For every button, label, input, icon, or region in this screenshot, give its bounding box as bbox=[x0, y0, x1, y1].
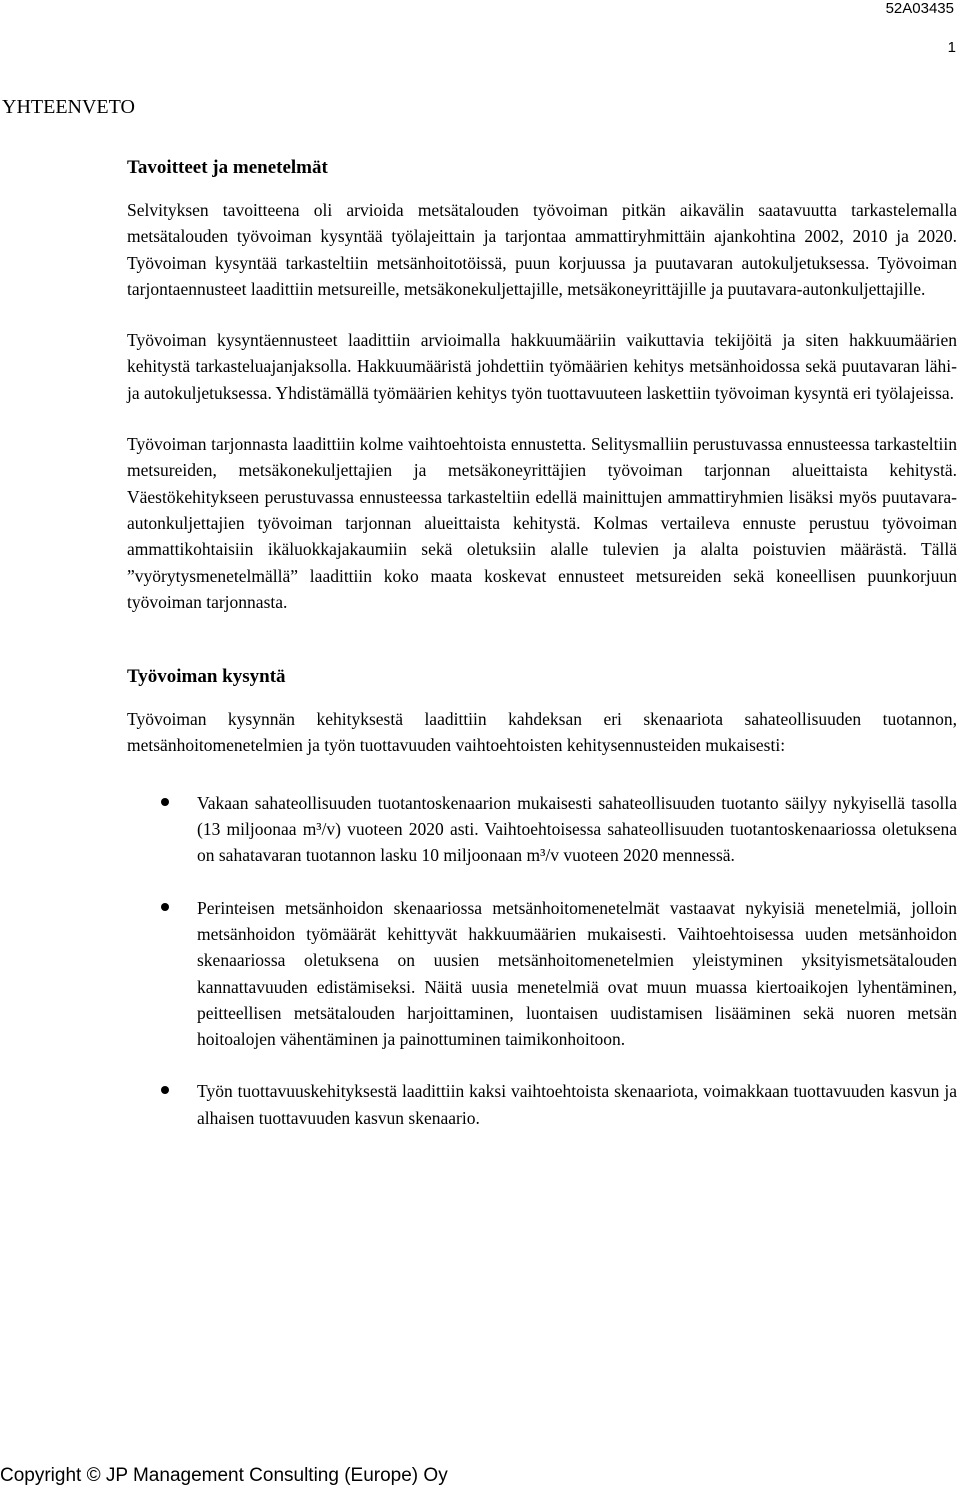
page-number: 1 bbox=[947, 39, 956, 56]
document-id: 52A03435 bbox=[885, 0, 954, 17]
paragraph: Työvoiman tarjonnasta laadittiin kolme vaihtoehtoista ennustetta. Selitysmalliin perustuvassa ennusteessa tarkasteltiin metsureiden, metsäkonekuljettajien ja metsäkoneyrittäjien työvoiman tarjonnan alueittaista kehitystä. Väestökehitykseen perustuvassa ennusteessa tarkasteltiin edellä mainittujen ammattiryhmien lisäksi myös puutavara-autonkuljettajien työvoiman tarjonnan alueittaista kehitystä. Kolmas vertaileva ennuste perustuu työvoiman ammattikohtaisiin ikäluokkajakaumiin sekä oletuksiin alalle tulevien ja alalta poistuvien määrästä. Tällä ”vyörytysmenetelmällä” laadittiin koko maata koskevat ennusteet metsureiden sekä koneellisen puunkorjuun työvoiman tarjonnasta. bbox=[127, 434, 957, 612]
list-item-text: Työn tuottavuuskehityksestä laadittiin kaksi vaihtoehtoista skenaariota, voimakkaan tuottavuuden kasvun ja alhaisen tuottavuuden kasvun skenaario. bbox=[197, 1081, 957, 1128]
bullet-icon bbox=[161, 903, 169, 911]
section-heading-demand: Työvoiman kysyntä bbox=[127, 666, 286, 688]
section-heading-goals: Tavoitteet ja menetelmät bbox=[127, 157, 328, 178]
bullet-icon bbox=[161, 798, 169, 806]
document-body bbox=[127, 155, 957, 1131]
paragraph: Selvityksen tavoitteena oli arvioida metsätalouden työvoiman pitkän aikavälin saatavuutta tarkastelemalla metsätalouden työvoiman kysyntää työlajeittain ja tarjontaa ammattiryhmittäin ajankohtina 2002, 2010 ja 2020. Työvoiman kysyntää tarkasteltiin metsänhoitotöissä, puun korjuussa ja puutavaran autokuljetuksessa. Työvoiman tarjontaennusteet laadittiin metsureille, metsäkonekuljettajille, metsäkoneyrittäjille ja puutavara-autonkuljettajille. bbox=[127, 200, 957, 299]
list-item bbox=[127, 790, 957, 869]
page-title: YHTEENVETO bbox=[2, 96, 135, 118]
list-item-text: Perinteisen metsänhoidon skenaariossa metsänhoitomenetelmät vastaavat nykyisiä menetelmiä, jolloin metsänhoidon työmäärät kehittyvät hakkuumäärien mukaisesti. Vaihtoehtoisessa uuden metsänhoidon skenaariossa oletuksena on uusien metsänhoitomenetelmien yleistyminen yksityismetsätalouden kannattavuuden edistämiseksi. Näitä uusia menetelmiä ovat muun muassa kiertoaikojen lyhentäminen, peitteellisen metsätalouden harjoittaminen, luontaisen uudistamisen lisääminen sekä nuoren metsän hoitoalojen vähentäminen ja painottuminen taimikonhoitoon. bbox=[197, 897, 957, 1050]
list-item bbox=[127, 1078, 957, 1131]
list-item-text: Vakaan sahateollisuuden tuotantoskenaarion mukaisesti sahateollisuuden tuotanto säilyy nykyisellä tasolla (13 miljoonaa m³/v) vuoteen 2020 asti. Vaihtoehtoisessa sahateollisuuden tuotantoskenaariossa oletuksena on sahatavaran tuotannon lasku 10 miljoonaan m³/v vuoteen 2020 mennessä. bbox=[197, 792, 957, 866]
bullet-list bbox=[127, 790, 957, 1131]
list-item bbox=[127, 895, 957, 1053]
paragraph: Työvoiman kysynnän kehityksestä laadittiin kahdeksan eri skenaariota sahateollisuuden tuotannon, metsänhoitomenetelmien ja työn tuottavuuden vaihtoehtoisten kehitysennusteiden mukaisesti: bbox=[127, 709, 957, 756]
bullet-icon bbox=[161, 1086, 169, 1094]
paragraph: Työvoiman kysyntäennusteet laadittiin arvioimalla hakkuumääriin vaikuttavia tekijöitä ja siten hakkuumäärien kehitystä tarkasteluajanjaksolla. Hakkuumääristä johdettiin työmäärien kehitys metsänhoidossa sekä puutavaran lähi- ja autokuljetuksessa. Yhdistämällä työmäärien kehitys työn tuottavuuteen laskettiin työvoiman kysyntä eri työlajeissa. bbox=[127, 330, 957, 403]
copyright-footer: Copyright © JP Management Consulting (Europe) Oy bbox=[0, 1465, 448, 1486]
